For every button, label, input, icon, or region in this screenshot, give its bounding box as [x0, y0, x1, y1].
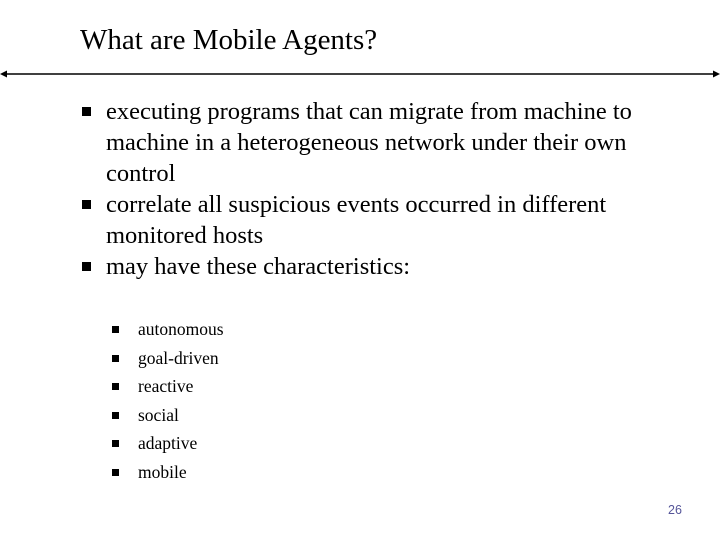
square-bullet-icon	[112, 412, 119, 419]
characteristic-text: autonomous	[138, 319, 224, 339]
characteristic-item	[110, 315, 510, 344]
left-arrowhead-icon	[0, 71, 7, 78]
bullet-text: correlate all suspicious events occurred in different monitored hosts	[106, 191, 607, 249]
square-bullet-icon	[112, 440, 119, 447]
slide-title: What are Mobile Agents?	[80, 24, 378, 56]
characteristic-text: mobile	[138, 461, 187, 482]
right-arrowhead-icon	[713, 71, 720, 78]
characteristic-item	[110, 458, 510, 487]
characteristics-list	[110, 315, 510, 487]
characteristic-item	[110, 372, 510, 401]
bullet-text: executing programs that can migrate from machine to machine in a heterogeneous network under their own control	[106, 98, 632, 187]
bullet-item	[80, 251, 700, 282]
main-bullet-list	[80, 96, 700, 282]
square-bullet-icon	[112, 355, 119, 362]
characteristic-item	[110, 344, 510, 373]
square-bullet-icon	[82, 200, 91, 209]
characteristic-item	[110, 401, 510, 430]
bullet-text: may have these characteristics:	[106, 253, 411, 280]
characteristic-item	[110, 429, 510, 458]
title-divider-rule	[0, 69, 720, 79]
square-bullet-icon	[112, 383, 119, 390]
square-bullet-icon	[82, 262, 91, 271]
square-bullet-icon	[112, 326, 119, 333]
square-bullet-icon	[82, 107, 91, 116]
characteristic-text: social	[138, 404, 179, 425]
characteristic-text: goal-driven	[138, 347, 219, 368]
bullet-item	[80, 96, 700, 189]
characteristic-text: reactive	[138, 376, 194, 397]
bullet-item	[80, 189, 700, 251]
square-bullet-icon	[112, 469, 119, 476]
page-number: 26	[668, 503, 682, 517]
characteristic-text: adaptive	[138, 433, 198, 454]
